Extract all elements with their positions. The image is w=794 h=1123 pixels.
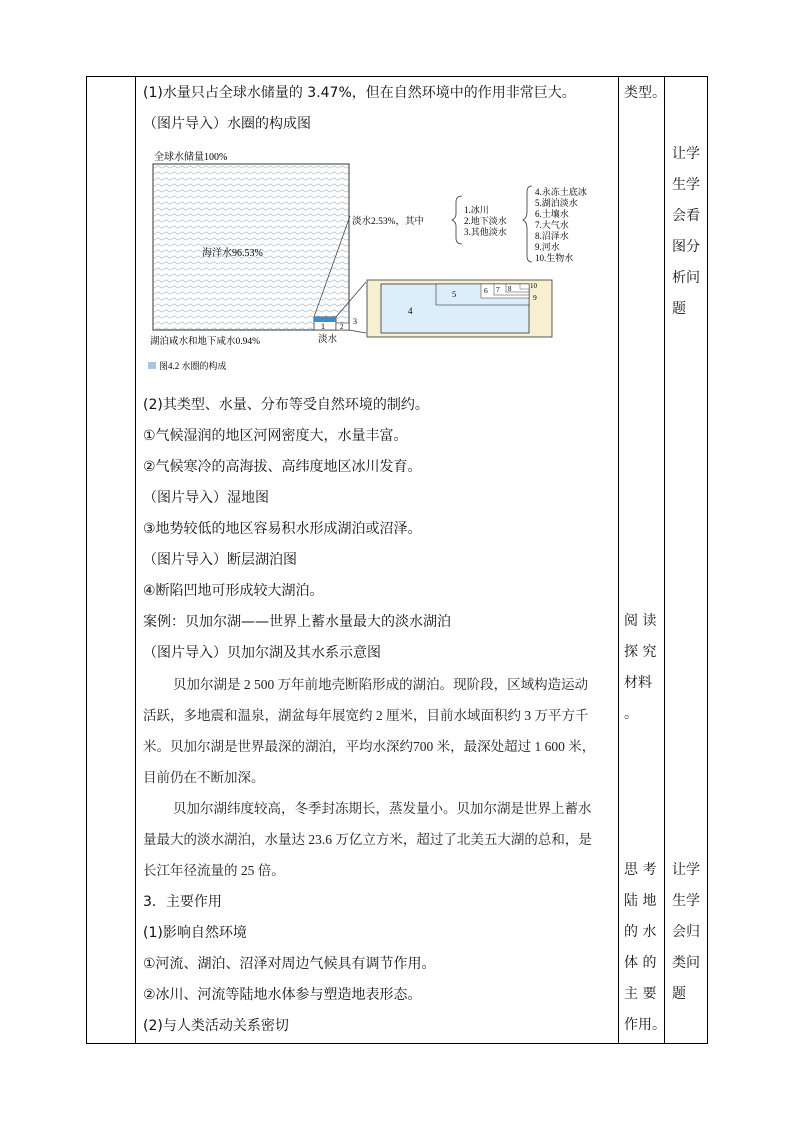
svg-text:8: 8 [508, 285, 512, 293]
fresh-detail: 淡水2.53%，其中 [352, 217, 425, 227]
svg-text:10: 10 [530, 282, 537, 290]
reading-line: 量最大的淡水湖泊，水量达 23.6 万亿立方米，超过了北美五大湖的总和，是 [143, 832, 592, 847]
svg-text:2: 2 [340, 323, 344, 331]
text-line: ②气候寒冷的高海拔、高纬度地区冰川发育。 [143, 459, 422, 475]
svg-text:9: 9 [533, 293, 537, 302]
image-import-label: （图片导入）断层湖泊图 [143, 552, 297, 568]
column-divider [135, 76, 136, 1044]
reading-line: 贝加尔湖是 2 500 万年前地壳断陷形成的湖泊。现阶段，区域构造运动 [173, 677, 589, 692]
svg-text:3.其他淡水: 3.其他淡水 [464, 227, 507, 237]
text-line: (2)与人类活动关系密切 [143, 1018, 289, 1034]
reading-line: 贝加尔湖纬度较高，冬季封冻期长，蒸发量小。贝加尔湖是世界上蓄水 [173, 801, 592, 816]
svg-text:1: 1 [321, 322, 325, 331]
text-line: ②冰川、河流等陆地水体参与塑造地表形态。 [143, 987, 422, 1003]
svg-text:5.湖泊淡水: 5.湖泊淡水 [535, 198, 578, 208]
svg-text:10.生物水: 10.生物水 [535, 253, 574, 263]
section-heading: 3．主要作用 [143, 894, 222, 910]
figure-caption: 图4.2 水圈的构成 [159, 361, 227, 371]
activity-note: 思 考 陆 地 的 水 体 的 主 要 作用。 [624, 862, 666, 1033]
svg-text:2.地下淡水: 2.地下淡水 [464, 216, 507, 226]
svg-text:8.沼泽水: 8.沼泽水 [535, 231, 569, 241]
design-intent: 让学 生学 会归 类问 题 [672, 862, 700, 1002]
text-line: ①气候湿润的地区河网密度大，水量丰富。 [143, 428, 408, 444]
text-line: ③地势较低的地区容易积水形成湖泊或沼泽。 [143, 521, 422, 537]
reading-line: 米。贝加尔湖是世界最深的湖泊，平均水深约700 米，最深处超过 1 600 米， [143, 739, 596, 754]
reading-line: 活跃，多地震和温泉，湖盆每年展宽约 2 厘米，目前水域面积约 3 万平方千 [143, 708, 589, 723]
glacier-fill [314, 317, 336, 322]
svg-text:4: 4 [408, 306, 413, 316]
column-divider [618, 76, 619, 1044]
image-import-label: （图片导入）湿地图 [143, 490, 269, 506]
image-import-label: （图片导入）贝加尔湖及其水系示意图 [143, 645, 381, 661]
svg-text:1.冰川: 1.冰川 [464, 205, 489, 215]
case-title: 案例：贝加尔湖——世界上蓄水量最大的淡水湖泊 [143, 614, 451, 630]
ocean-box [153, 164, 349, 330]
image-import-label: （图片导入）水圈的构成图 [143, 116, 311, 132]
text-line: (1)水量只占全球水储量的 3.47%，但在自然环境中的作用非常巨大。 [143, 85, 576, 101]
total-label: 全球水储量100% [154, 152, 228, 163]
salt-lake-label: 湖泊咸水和地下咸水0.94% [150, 337, 261, 347]
svg-text:9.河水: 9.河水 [535, 242, 560, 252]
text-line: (2)其类型、水量、分布等受自然环境的制约。 [143, 397, 429, 413]
text-line: ①河流、湖泊、沼泽对周边气候具有调节作用。 [143, 956, 436, 972]
svg-text:6.土壤水: 6.土壤水 [535, 209, 569, 219]
svg-text:6: 6 [484, 286, 488, 295]
activity-note: 类型。 [624, 85, 666, 101]
svg-text:3: 3 [353, 317, 357, 326]
design-intent: 让学 生学 会看 图分 析问 题 [672, 146, 700, 317]
column-divider [707, 76, 708, 1044]
svg-text:7: 7 [496, 285, 500, 294]
svg-text:7.大气水: 7.大气水 [535, 220, 569, 230]
ocean-label: 海洋水96.53% [202, 248, 263, 259]
reading-line: 长江年径流量的 25 倍。 [143, 863, 285, 878]
text-line: (1)影响自然环境 [143, 925, 247, 941]
text-line: ④断陷凹地可形成较大湖泊。 [143, 583, 324, 599]
svg-text:5: 5 [452, 289, 457, 299]
reading-line: 目前仍在不断加深。 [143, 770, 265, 785]
fresh-label: 淡水 [318, 335, 338, 345]
svg-text:4.永冻土底冰: 4.永冻土底冰 [535, 187, 587, 197]
activity-note: 阅 读 探 究 材料 。 [624, 613, 657, 722]
hydrosphere-figure [140, 146, 587, 376]
